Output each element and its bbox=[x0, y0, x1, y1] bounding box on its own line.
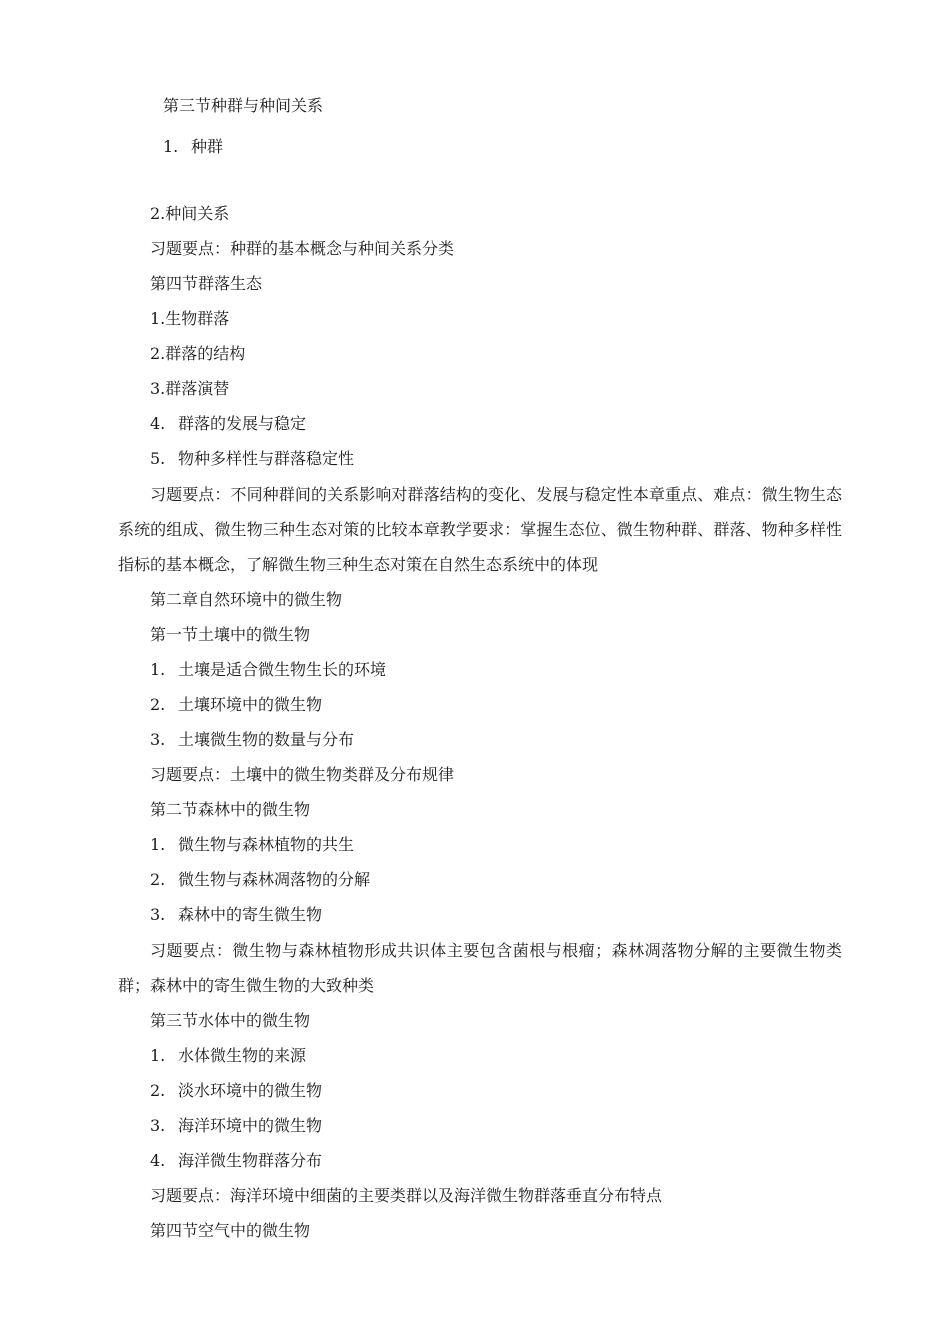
list-item: 1. 种群 bbox=[163, 137, 224, 156]
section-heading: 第三节水体中的微生物 bbox=[150, 1011, 311, 1030]
section-heading: 第一节土壤中的微生物 bbox=[150, 625, 311, 644]
list-item: 5. 物种多样性与群落稳定性 bbox=[150, 449, 355, 468]
exercise-note-paragraph: 习题要点：不同种群间的关系影响对群落结构的变化、发展与稳定性本章重点、难点：微生物生态系统的组成、微生物三种生态对策的比较本章教学要求：掌握生态位、微生物种群、群落、物种多样性指标的基本概念，了解微生物三种生态对策在自然生态系统中的体现 bbox=[118, 485, 842, 574]
list-item: 2. 土壤环境中的微生物 bbox=[150, 695, 323, 714]
list-item: 2. 微生物与森林凋落物的分解 bbox=[150, 870, 371, 889]
list-item: 3. 森林中的寄生微生物 bbox=[150, 905, 323, 924]
list-item: 1.生物群落 bbox=[150, 309, 230, 328]
list-item: 3.群落演替 bbox=[150, 379, 230, 398]
list-item: 2.种间关系 bbox=[150, 204, 230, 223]
list-item: 4. 海洋微生物群落分布 bbox=[150, 1151, 323, 1170]
list-item: 1. 水体微生物的来源 bbox=[150, 1046, 307, 1065]
list-item: 1. 微生物与森林植物的共生 bbox=[150, 835, 355, 854]
section-heading: 第三节种群与种间关系 bbox=[163, 96, 324, 115]
list-item: 3. 土壤微生物的数量与分布 bbox=[150, 730, 355, 749]
list-item: 4. 群落的发展与稳定 bbox=[150, 414, 307, 433]
section-heading: 第二节森林中的微生物 bbox=[150, 800, 311, 819]
list-item: 3. 海洋环境中的微生物 bbox=[150, 1116, 323, 1135]
section-heading: 第四节空气中的微生物 bbox=[150, 1221, 311, 1240]
chapter-heading: 第二章自然环境中的微生物 bbox=[150, 590, 343, 609]
list-item: 2. 淡水环境中的微生物 bbox=[150, 1081, 323, 1100]
exercise-note-paragraph: 习题要点：微生物与森林植物形成共识体主要包含菌根与根瘤；森林凋落物分解的主要微生物类群；森林中的寄生微生物的大致种类 bbox=[118, 941, 842, 995]
list-item: 2.群落的结构 bbox=[150, 344, 246, 363]
exercise-note: 习题要点：土壤中的微生物类群及分布规律 bbox=[150, 765, 455, 784]
section-heading: 第四节群落生态 bbox=[150, 274, 263, 293]
list-item: 1. 土壤是适合微生物生长的环境 bbox=[150, 660, 387, 679]
exercise-note: 习题要点：种群的基本概念与种间关系分类 bbox=[150, 239, 455, 258]
exercise-note: 习题要点：海洋环境中细菌的主要类群以及海洋微生物群落垂直分布特点 bbox=[150, 1186, 663, 1205]
